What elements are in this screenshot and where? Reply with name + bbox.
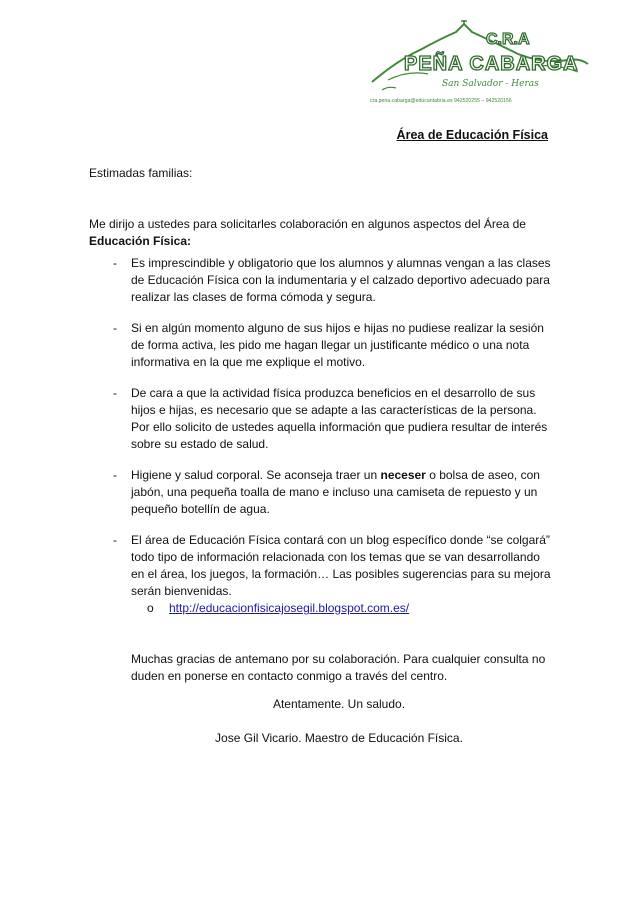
list-item <box>89 320 551 371</box>
dash-marker: - <box>113 321 117 335</box>
thanks-paragraph: Muchas gracias de antemano por su colaboración. Para cualquier consulta no duden en ponerse en contacto conmigo a través del centro. <box>131 652 546 683</box>
blog-link-row <box>147 601 409 615</box>
list-item <box>89 385 551 453</box>
dash-marker: - <box>113 256 117 270</box>
logo-contact: cra.pena.cabarga@educantabria.es 942520255 – 942520156 <box>370 98 512 104</box>
school-logo <box>368 20 590 112</box>
list-item-text-after: o bolsa de aseo, con jabón, una pequeña toalla de mano e incluso una camiseta de repuesto y un pequeño botellín de agua. <box>131 468 540 516</box>
intro-paragraph <box>89 216 549 250</box>
signature-line: Jose Gil Vicario. Maestro de Educación Física. <box>215 731 463 745</box>
dash-marker: - <box>113 386 117 400</box>
intro-bold: Educación Física: <box>89 234 192 248</box>
list-item <box>89 467 551 518</box>
farewell-line: Atentamente. Un saludo. <box>272 697 406 711</box>
dash-marker: - <box>113 533 117 547</box>
logo-subtitle: San Salvador - Heras <box>442 79 539 89</box>
list-item-text: Higiene y salud corporal. Se aconseja traer un <box>131 468 381 482</box>
logo-title: C.R.A <box>486 31 530 48</box>
list-item <box>89 255 551 306</box>
list-item <box>89 532 551 600</box>
page-heading: Área de Educación Física <box>396 128 548 142</box>
dash-marker: - <box>113 468 117 482</box>
request-list <box>89 255 551 614</box>
circle-bullet: o <box>147 601 154 615</box>
intro-text: Me dirijo a ustedes para solicitarles colaboración en algunos aspectos del Área de <box>89 217 526 231</box>
list-item-text: Si en algún momento alguno de sus hijos e hijas no pudiese realizar la sesión de forma activa, les pido me hagan llegar un justificante médico o una nota informativa en la que me explique el motivo. <box>131 321 544 369</box>
list-item-text: De cara a que la actividad física produzca beneficios en el desarrollo de sus hijos e hijas, es necesario que se adapte a las características de la persona. Por ello solicito de ustedes aquella información que pudiera resultar de interés sobre su estado de salud. <box>131 386 548 451</box>
list-item-text: El área de Educación Física contará con un blog específico donde “se colgará” todo tipo de información relacionada con los temas que se van desarrollando en el área, los juegos, la formación… Las posibles sugerencias para su mejora serán bienvenidas. <box>131 533 551 598</box>
list-item-text: Es imprescindible y obligatorio que los alumnos y alumnas vengan a las clases de Educación Física con la indumentaria y el calzado deportivo adecuado para realizar las clases de forma cómoda y segura. <box>131 256 551 304</box>
list-item-bold: neceser <box>380 468 426 482</box>
blog-link[interactable]: http://educacionfisicajosegil.blogspot.com.es/ <box>169 601 410 615</box>
greeting: Estimadas familias: <box>89 166 193 180</box>
logo-name: PEÑA CABARGA <box>404 53 579 75</box>
